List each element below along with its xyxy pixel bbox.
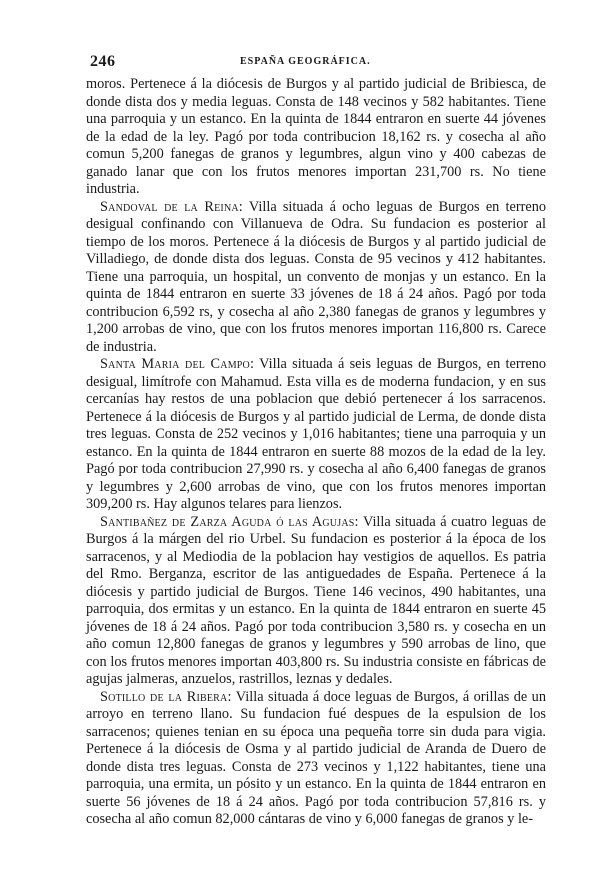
entry-text: Villa situada á ocho leguas de Burgos en terreno desigual confinando con Villanueva de Odra. Su fundacion es posterior al tiempo de los moros. Pertenece á la diócesis de Burgos y al partido judicial de Villadiego, de donde dista dos leguas. Consta de 95 vecinos y 412 habitantes. Tiene una parroquia, un hospital, un convento de monjas y un estanco. En la quinta de 1844 entraron en suerte 33 jóvenes de 18 á 24 años. Pagó por toda contribucion 6,592 rs, y cosecha al año 2,380 fanegas de granos y legumbres y 1,200 arrobas de vino, que con los frutos menores importan 116,800 rs. Carece de industria. [86, 198, 547, 355]
entry-santa-maria-del-campo [86, 356, 546, 514]
entry-text: Villa situada á doce leguas de Burgos, á orillas de un arroyo en terreno llano. Su fundacion fué despues de la espulsion de los sarracenos; quienes tenian en su época una pequeña torre sin duda para vigia. Pertenece á la diócesis de Osma y al partido judicial de Aranda de Duero de donde dista tres leguas. Consta de 273 vecinos y 1,122 habitantes, tiene una parroquia, una ermita, un pósito y un estanco. En la quinta de 1844 entraron en suerte 56 jóvenes de 18 á 24 años. Pagó por toda contribucion 57,816 rs. y cosecha al año comun 82,000 cántaras de vino y 6,000 fanegas de granos y le- [86, 688, 546, 827]
entry-heading: Sandoval de la Reina: [100, 198, 243, 215]
entry-heading: Santibañez de Zarza Aguda ó las Agujas: [100, 513, 359, 530]
paragraph-continuation [86, 76, 546, 199]
running-title: ESPAÑA GEOGRÁFICA. [240, 56, 371, 67]
entry-heading: Santa Maria del Campo: [100, 356, 255, 372]
page-number: 246 [90, 53, 116, 70]
page-header [90, 53, 540, 71]
entry-heading: Sotillo de la Ribera: [100, 688, 232, 705]
entry-santibanez-de-zarza-aguda [86, 514, 546, 689]
paragraph-text: moros. Pertenece á la diócesis de Burgos y al partido judicial de Bribiesca, de donde dista dos y media leguas. Consta de 148 vecinos y 582 habitantes. Tiene una parroquia y un estanco. En la quinta de 1844 entraron en suerte 44 jóvenes de la edad de la ley. Pagó por toda contribucion 18,162 rs. y cosecha al año comun 5,200 fanegas de granos y legumbres, algun vino y 400 cabezas de ganado lanar que con los frutos menores importan 231,700 rs. No tiene industria. [86, 76, 546, 197]
entry-sandoval-de-la-reina [86, 199, 546, 357]
page-body [86, 76, 546, 829]
entry-sotillo-de-la-ribera [86, 689, 546, 829]
entry-text: Villa situada á cuatro leguas de Burgos á la márgen del rio Urbel. Su fundacion es posterior á la época de los sarracenos, y al Mediodia de la poblacion hay vestigios de aquellos. Es patria del Rmo. Berganza, escritor de las antiguedades de España. Pertenece á la diócesis y partido judicial de Burgos. Tiene 146 vecinos, 490 habitantes, una parroquia, dos ermitas y un estanco. En la quinta de 1844 entraron en suerte 45 jóvenes de 18 á 24 años. Pagó por toda contribucion 3,580 rs. y cosecha en un año comun 12,800 fanegas de granos y legumbres y 590 arrobas de lino, que con los frutos menores importan 403,800 rs. Su industria consiste en fábricas de agujas jalmeras, anzuelos, rastrillos, leznas y dedales. [86, 513, 547, 687]
entry-text: Villa situada á seis leguas de Burgos, en terreno desigual, limítrofe con Mahamud. Esta villa es de moderna fundacion, y en sus cercanías hay restos de una poblacion que debió pertenecer á los sarracenos. Pertenece á la diócesis de Burgos y al partido judicial de Lerma, de donde dista tres leguas. Consta de 252 vecinos y 1,016 habitantes; tiene una parroquia y un estanco. En la quinta de 1844 entraron en suerte 88 mozos de la edad de la ley. Pagó por toda contribucion 27,990 rs. y cosecha al año 6,400 fanegas de granos y legumbres y 2,600 arrobas de vino, que con los frutos menores importan 309,200 rs. Hay algunos telares para lienzos. [86, 356, 547, 512]
